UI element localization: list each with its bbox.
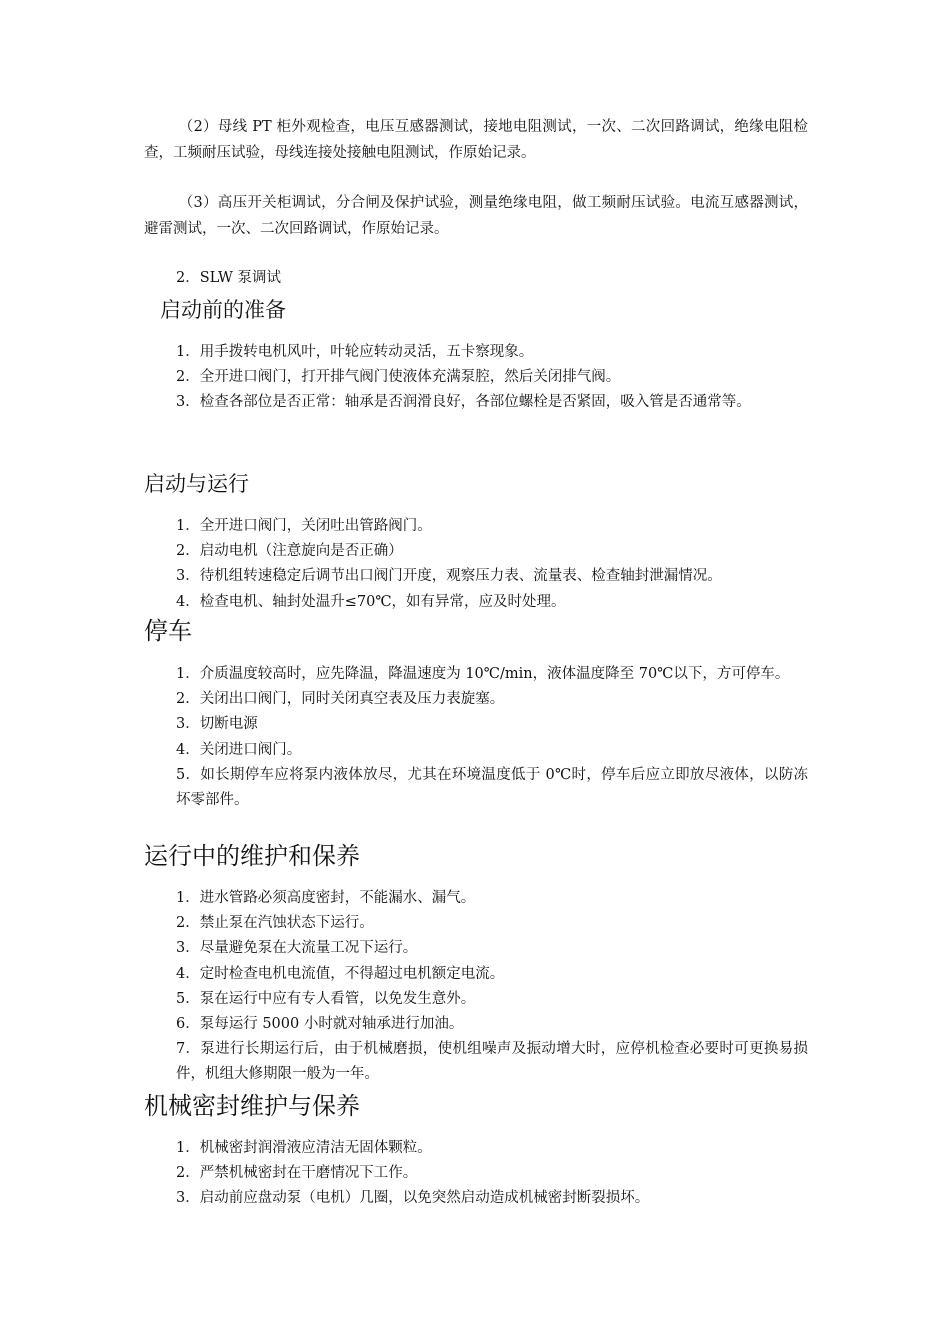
list-item: 3．尽量避免泵在大流量工况下运行。 — [176, 940, 418, 957]
list-item: 3．检查各部位是否正常：轴承是否润滑良好，各部位螺栓是否紧固，吸入管是否通常等。 — [176, 394, 751, 411]
list-item: 5．如长期停车应将泵内液体放尽，尤其在环境温度低于 0℃时，停车后应立即放尽液体，以防冻坏零部件。 — [176, 766, 808, 809]
heading-stop: 停车 — [144, 617, 192, 645]
paragraph-pt-cabinet: （2）母线 PT 柜外观检查，电压互感器测试，接地电阻测试，一次、二次回路调试，绝缘电阻检查，工频耐压试验，母线连接处接触电阻测试，作原始记录。 — [144, 119, 808, 161]
list-mechanical-seal — [176, 1136, 808, 1212]
heading-startup-prep: 启动前的准备 — [160, 298, 286, 322]
list-item: 2．启动电机（注意旋向是否正确） — [176, 543, 403, 560]
list-item: 2．全开进口阀门，打开排气阀门使液体充满泵腔，然后关闭排气阀。 — [176, 369, 621, 386]
list-item: 2．禁止泵在汽蚀状态下运行。 — [176, 915, 374, 932]
list-item: 2．关闭出口阀门，同时关闭真空表及压力表旋塞。 — [176, 691, 505, 708]
list-item: 1．用手拨转电机风叶，叶轮应转动灵活，五卡察现象。 — [176, 344, 534, 360]
list-item: 3．切断电源 — [176, 716, 258, 733]
list-item: 4．关闭进口阀门。 — [176, 741, 302, 758]
heading-start-run: 启动与运行 — [144, 472, 249, 496]
list-item: 1．全开进口阀门，关闭吐出管路阀门。 — [176, 518, 432, 534]
list-item: 7．泵进行长期运行后，由于机械磨损，使机组噪声及振动增大时，应停机检查必要时可更换易损件，机组大修期限一般为一年。 — [176, 1041, 808, 1083]
list-item: 6．泵每运行 5000 小时就对轴承进行加油。 — [176, 1016, 464, 1033]
heading-maintenance: 运行中的维护和保养 — [144, 842, 360, 870]
item-slw-pump-test: 2．SLW 泵调试 — [176, 270, 282, 286]
list-item: 4．定时检查电机电流值，不得超过电机额定电流。 — [176, 965, 505, 982]
list-stop — [176, 662, 808, 813]
list-maintenance — [176, 886, 808, 1088]
list-startup-prep — [176, 340, 808, 416]
list-item: 3．待机组转速稳定后调节出口阀门开度，观察压力表、流量表、检查轴封泄漏情况。 — [176, 568, 722, 585]
list-item: 3．启动前应盘动泵（电机）几圈，以免突然启动造成机械密封断裂损坏。 — [176, 1190, 650, 1207]
list-item: 4．检查电机、轴封处温升≤70℃，如有异常，应及时处理。 — [176, 593, 566, 610]
list-item: 5．泵在运行中应有专人看管，以免发生意外。 — [176, 990, 476, 1007]
list-item: 2．严禁机械密封在干磨情况下工作。 — [176, 1165, 418, 1182]
heading-mechanical-seal: 机械密封维护与保养 — [144, 1092, 360, 1120]
list-item: 1．机械密封润滑液应清洁无固体颗粒。 — [176, 1140, 432, 1156]
paragraph-hv-switchgear: （3）高压开关柜调试，分合闸及保护试验，测量绝缘电阻，做工频耐压试验。电流互感器测试，避雷测试，一次、二次回路调试，作原始记录。 — [144, 195, 808, 237]
list-start-run — [176, 514, 808, 615]
list-item: 1．介质温度较高时，应先降温，降温速度为 10℃/min，液体温度降至 70℃以下，方可停车。 — [176, 666, 790, 682]
list-item: 1．进水管路必须高度密封，不能漏水、漏气。 — [176, 890, 476, 906]
